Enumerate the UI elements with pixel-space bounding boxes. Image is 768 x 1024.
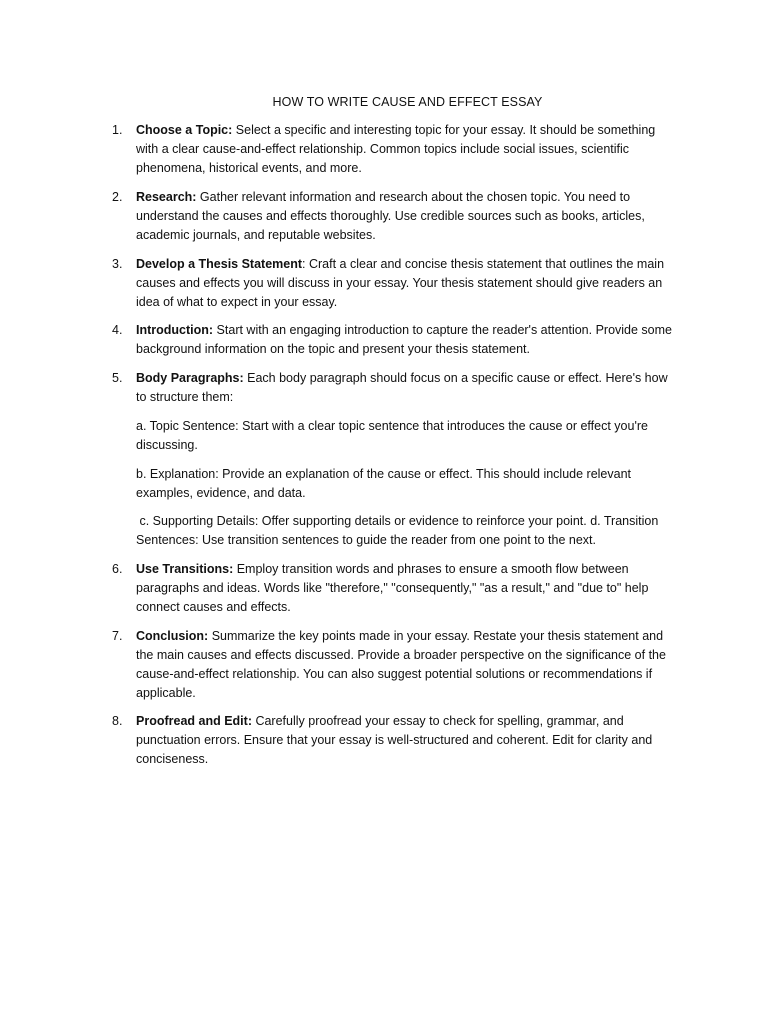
list-item-number: 6.	[112, 562, 123, 576]
list-item-text	[136, 560, 680, 617]
list-item-number: 8.	[112, 714, 123, 728]
document-title: HOW TO WRITE CAUSE AND EFFECT ESSAY	[272, 95, 543, 109]
list-item	[112, 560, 680, 617]
list-item-text	[136, 121, 680, 178]
list-item-heading: Proofread and Edit:	[136, 714, 252, 728]
list-item-text	[136, 627, 680, 703]
list-item-body: Summarize the key points made in your essay. Restate your thesis statement and the main causes and effects discussed. Provide a broader perspective on the significance of the cause-and-effect relationship. You can also suggest potential solutions or recommendations if applicable.	[136, 629, 666, 700]
list-item	[112, 321, 680, 359]
list-item-text	[136, 321, 680, 359]
list-item-heading: Conclusion:	[136, 629, 209, 643]
list-item-number: 5.	[112, 371, 123, 385]
list-item	[112, 255, 680, 312]
list-item-heading: Introduction:	[136, 323, 214, 337]
list-item-text	[136, 255, 680, 312]
list-item-text	[136, 712, 680, 769]
list-item-heading: Develop a Thesis Statement	[136, 257, 303, 271]
list-item-heading: Body Paragraphs:	[136, 371, 244, 385]
sub-point: c. Supporting Details: Offer supporting details or evidence to reinforce your point. d. Transition Sentences: Use transition sentences to guide the reader from one point to the next.	[136, 514, 662, 547]
list-item-text	[136, 188, 680, 245]
list-item-number: 1.	[112, 123, 123, 137]
list-item-body: Select a specific and interesting topic for your essay. It should be something with a clear cause-and-effect relationship. Common topics include social issues, scientific phenomena, historical events, and more.	[136, 123, 656, 175]
list-item-body: : Craft a clear and concise thesis statement that outlines the main causes and effects you will discuss in your essay. Your thesis statement should give readers an idea of what to expect in your essay.	[136, 257, 665, 309]
sub-point: a. Topic Sentence: Start with a clear topic sentence that introduces the cause or effect you're discussing.	[136, 419, 648, 452]
list-item	[112, 712, 680, 769]
list-item	[112, 627, 680, 703]
list-item-number: 2.	[112, 190, 123, 204]
list-item-body: Carefully proofread your essay to check for spelling, grammar, and punctuation errors. Ensure that your essay is well-structured and coherent. Edit for clarity and conciseness.	[136, 714, 653, 766]
list-item-number: 4.	[112, 323, 123, 337]
list-item-number: 7.	[112, 629, 123, 643]
list-item	[112, 188, 680, 245]
list-item-body: Gather relevant information and research about the chosen topic. You need to understand the causes and effects thoroughly. Use credible sources such as books, articles, academic journals, and reputable websites.	[136, 190, 645, 242]
list-item-number: 3.	[112, 257, 123, 271]
list-item-heading: Choose a Topic:	[136, 123, 233, 137]
list-item-body: Each body paragraph should focus on a specific cause or effect. Here's how to structure them:	[136, 371, 668, 404]
list-item	[112, 369, 680, 407]
list-item-heading: Research:	[136, 190, 197, 204]
list-item-heading: Use Transitions:	[136, 562, 234, 576]
sub-point: b. Explanation: Provide an explanation of the cause or effect. This should include relevant examples, evidence, and data.	[136, 467, 631, 500]
list-item-text	[136, 369, 680, 407]
list-item	[112, 121, 680, 178]
list-item-body: Employ transition words and phrases to ensure a smooth flow between paragraphs and ideas. Words like "therefore," "consequently," "as a result," and "due to" help connect causes and effects.	[136, 562, 649, 614]
list-item-body: Start with an engaging introduction to capture the reader's attention. Provide some background information on the topic and present your thesis statement.	[136, 323, 672, 356]
